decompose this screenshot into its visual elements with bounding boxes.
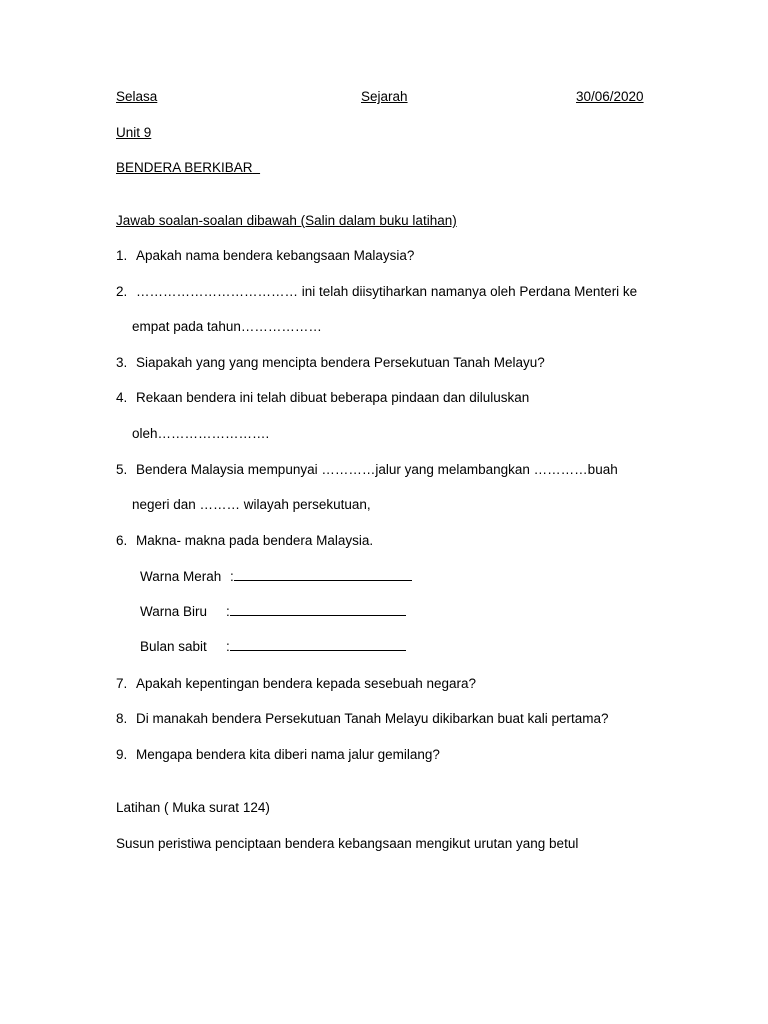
question-number: 3. (116, 355, 128, 370)
unit-label: Unit 9 (116, 125, 152, 140)
question-text: Bendera Malaysia mempunyai …………jalur yang melambangkan …………buah (136, 462, 618, 477)
question-text: Mengapa bendera kita diberi nama jalur gemilang? (136, 747, 440, 762)
question-3 (116, 355, 545, 371)
exercise-title: Latihan ( Muka surat 124) (116, 800, 270, 815)
meaning-label: Warna Biru (140, 604, 208, 619)
meaning-item-blue (140, 604, 406, 620)
meaning-separator: : (226, 639, 230, 654)
question-number: 9. (116, 747, 128, 762)
question-8 (116, 711, 609, 727)
answer-blank (234, 569, 412, 581)
question-text: Apakah nama bendera kebangsaan Malaysia? (136, 248, 415, 263)
meaning-separator: : (230, 569, 234, 584)
question-9 (116, 747, 440, 763)
answer-blank (230, 604, 406, 616)
question-7 (116, 676, 476, 692)
question-number: 1. (116, 248, 128, 263)
exercise-instruction: Susun peristiwa penciptaan bendera kebangsaan mengikut urutan yang betul (116, 836, 579, 851)
question-number: 5. (116, 462, 128, 477)
header-date: 30/06/2020 (576, 89, 644, 104)
question-6 (116, 533, 373, 549)
meaning-label: Bulan sabit (140, 639, 207, 654)
question-1 (116, 248, 414, 264)
question-text: Siapakah yang yang mencipta bendera Persekutuan Tanah Melayu? (136, 355, 545, 370)
question-4 (116, 390, 529, 406)
question-5 (116, 462, 618, 478)
question-text: ……………………………… ini telah diisytiharkan namanya oleh Perdana Menteri ke (136, 284, 638, 299)
question-number: 4. (116, 390, 128, 405)
question-2-continuation: empat pada tahun……………… (132, 319, 322, 334)
meaning-label: Warna Merah (140, 569, 222, 584)
topic-title: BENDERA BERKIBAR (116, 160, 253, 175)
question-text: Rekaan bendera ini telah dibuat beberapa pindaan dan diluluskan (136, 390, 530, 405)
question-number: 2. (116, 284, 128, 299)
answer-blank (230, 639, 406, 651)
meaning-separator: : (226, 604, 230, 619)
question-2 (116, 284, 637, 300)
question-text: Makna- makna pada bendera Malaysia. (136, 533, 374, 548)
question-5-continuation: negeri dan ……… wilayah persekutuan, (132, 497, 371, 512)
question-text: Di manakah bendera Persekutuan Tanah Melayu dikibarkan buat kali pertama? (136, 711, 609, 726)
question-text: Apakah kepentingan bendera kepada sesebuah negara? (136, 676, 477, 691)
question-number: 7. (116, 676, 128, 691)
question-number: 8. (116, 711, 128, 726)
question-4-continuation: oleh……………………. (132, 426, 270, 441)
meaning-item-crescent (140, 639, 406, 655)
meaning-item-red (140, 569, 412, 585)
header-subject: Sejarah (361, 89, 408, 104)
question-number: 6. (116, 533, 128, 548)
instruction: Jawab soalan-soalan dibawah (Salin dalam buku latihan) (116, 213, 457, 228)
header-day: Selasa (116, 89, 158, 104)
